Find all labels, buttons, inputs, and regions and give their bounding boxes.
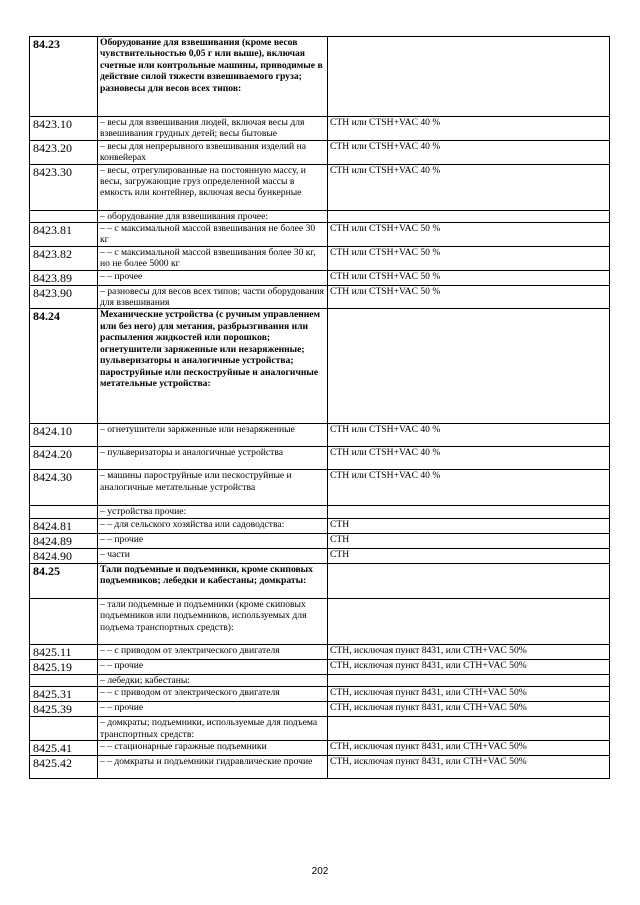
hs-code-cell: 8423.82 [30, 246, 98, 270]
hs-code-cell [30, 674, 98, 686]
origin-rule-cell: СТН [328, 548, 610, 563]
origin-rule-cell: СТН, исключая пункт 8431, или СТН+VAC 50% [328, 644, 610, 659]
origin-rule-cell: СТН или CTSH+VAC 40 % [328, 470, 610, 506]
origin-rule-cell [328, 309, 610, 424]
description-cell: Тали подъемные и подъемники, кроме скиповых подъемников; лебедки и кабестаны; домкраты: [98, 563, 328, 598]
description-cell: – – с максимальной массой взвешивания более 30 кг, но не более 5000 кг [98, 246, 328, 270]
hs-code-cell: 8423.20 [30, 140, 98, 164]
origin-rule-cell [328, 563, 610, 598]
document-page [29, 36, 609, 779]
description-cell: – части [98, 548, 328, 563]
description-cell: – пульверизаторы и аналогичные устройства [98, 447, 328, 470]
description-cell: – лебедки; кабестаны: [98, 674, 328, 686]
description-cell: Оборудование для взвешивания (кроме весов чувствительностью 0,05 г или выше), включая счетные или контрольные машины, приводимые в действие силой тяжести взвешиваемого груза; разновесы для весов всех типов: [98, 37, 328, 117]
hs-code-cell: 8424.20 [30, 447, 98, 470]
tariff-table [29, 36, 610, 779]
tariff-table-body [30, 37, 610, 779]
hs-code-cell: 8424.81 [30, 518, 98, 533]
hs-code-cell [30, 598, 98, 644]
origin-rule-cell: СТН, исключая пункт 8431, или СТН+VAC 50% [328, 756, 610, 779]
description-cell: – домкраты; подъемники, используемые для подъема транспортных средств: [98, 717, 328, 741]
description-cell: – весы для взвешивания людей, включая весы для взвешивания грудных детей; весы бытовые [98, 117, 328, 141]
table-row [30, 563, 610, 598]
origin-rule-cell: СТН, исключая пункт 8431, или СТН+VAC 50% [328, 659, 610, 674]
table-row [30, 756, 610, 779]
description-cell: Механические устройства (с ручным управлением или без него) для метания, разбрызгивания или распыления жидкостей или порошков; огнетушители заряженные или незаряженные; пульверизаторы и аналогичные устройства; пароструйные или пескоструйные и аналогичные метательные устройства: [98, 309, 328, 424]
origin-rule-cell: СТН, исключая пункт 8431, или СТН+VAC 50% [328, 687, 610, 702]
hs-code-cell: 8425.39 [30, 702, 98, 717]
table-row [30, 533, 610, 548]
table-row [30, 309, 610, 424]
table-row [30, 424, 610, 447]
origin-rule-cell: СТН или CTSH+VAC 50 % [328, 223, 610, 247]
hs-code-cell: 8423.10 [30, 117, 98, 141]
hs-code-cell: 8424.89 [30, 533, 98, 548]
hs-code-cell: 8424.90 [30, 548, 98, 563]
hs-code-cell: 8424.10 [30, 424, 98, 447]
hs-code-cell: 84.23 [30, 37, 98, 117]
hs-code-cell [30, 210, 98, 222]
description-cell: – – домкраты и подъемники гидравлические прочие [98, 756, 328, 779]
table-row [30, 470, 610, 506]
description-cell: – – прочие [98, 533, 328, 548]
hs-code-cell: 8423.90 [30, 285, 98, 309]
table-row [30, 117, 610, 141]
description-cell: – – с максимальной массой взвешивания не более 30 кг [98, 223, 328, 247]
origin-rule-cell [328, 210, 610, 222]
table-row [30, 246, 610, 270]
hs-code-cell: 8423.81 [30, 223, 98, 247]
table-row [30, 717, 610, 741]
description-cell: – – прочие [98, 659, 328, 674]
hs-code-cell: 8425.31 [30, 687, 98, 702]
origin-rule-cell: СТН [328, 533, 610, 548]
description-cell: – – с приводом от электрического двигателя [98, 687, 328, 702]
table-row [30, 164, 610, 210]
origin-rule-cell: СТН или CTSH+VAC 50 % [328, 270, 610, 285]
table-row [30, 506, 610, 518]
description-cell: – – с приводом от электрического двигателя [98, 644, 328, 659]
table-row [30, 548, 610, 563]
hs-code-cell: 8425.41 [30, 741, 98, 756]
table-row [30, 741, 610, 756]
hs-code-cell [30, 717, 98, 741]
table-row [30, 644, 610, 659]
origin-rule-cell: СТН, исключая пункт 8431, или СТН+VAC 50% [328, 741, 610, 756]
origin-rule-cell [328, 506, 610, 518]
hs-code-cell: 8425.11 [30, 644, 98, 659]
hs-code-cell: 84.25 [30, 563, 98, 598]
hs-code-cell: 8423.89 [30, 270, 98, 285]
hs-code-cell: 8423.30 [30, 164, 98, 210]
table-row [30, 223, 610, 247]
description-cell: – оборудование для взвешивания прочее: [98, 210, 328, 222]
hs-code-cell: 8425.19 [30, 659, 98, 674]
description-cell: – огнетушители заряженные или незаряженные [98, 424, 328, 447]
description-cell: – – для сельского хозяйства или садоводства: [98, 518, 328, 533]
description-cell: – – прочие [98, 702, 328, 717]
origin-rule-cell: СТН, исключая пункт 8431, или СТН+VAC 50% [328, 702, 610, 717]
page-number: 202 [311, 866, 329, 877]
table-row [30, 140, 610, 164]
hs-code-cell: 8425.42 [30, 756, 98, 779]
hs-code-cell: 8424.30 [30, 470, 98, 506]
table-row [30, 447, 610, 470]
hs-code-cell [30, 506, 98, 518]
origin-rule-cell: СТН [328, 518, 610, 533]
table-row [30, 210, 610, 222]
origin-rule-cell: СТН или CTSH+VAC 40 % [328, 117, 610, 141]
origin-rule-cell: СТН или CTSH+VAC 40 % [328, 164, 610, 210]
table-row [30, 598, 610, 644]
table-row [30, 659, 610, 674]
origin-rule-cell: СТН или CTSH+VAC 50 % [328, 246, 610, 270]
table-row [30, 702, 610, 717]
table-row [30, 37, 610, 117]
description-cell: – – стационарные гаражные подъемники [98, 741, 328, 756]
origin-rule-cell: СТН или CTSH+VAC 40 % [328, 140, 610, 164]
origin-rule-cell: СТН или CTSH+VAC 50 % [328, 285, 610, 309]
origin-rule-cell [328, 37, 610, 117]
description-cell: – тали подъемные и подъемники (кроме скиповых подъемников или подъемников, используемых для подъема транспортных средств): [98, 598, 328, 644]
description-cell: – весы, отрегулированные на постоянную массу, и весы, загружающие груз определенной массы в емкость или контейнер, включая весы бункерные [98, 164, 328, 210]
origin-rule-cell [328, 674, 610, 686]
table-row [30, 687, 610, 702]
table-row [30, 285, 610, 309]
origin-rule-cell [328, 598, 610, 644]
origin-rule-cell: СТН или CTSH+VAC 40 % [328, 447, 610, 470]
origin-rule-cell: СТН или CTSH+VAC 40 % [328, 424, 610, 447]
description-cell: – машины пароструйные или пескоструйные и аналогичные метательные устройства [98, 470, 328, 506]
description-cell: – – прочее [98, 270, 328, 285]
table-row [30, 270, 610, 285]
hs-code-cell: 84.24 [30, 309, 98, 424]
table-row [30, 674, 610, 686]
origin-rule-cell [328, 717, 610, 741]
description-cell: – весы для непрерывного взвешивания изделий на конвейерах [98, 140, 328, 164]
description-cell: – устройства прочие: [98, 506, 328, 518]
description-cell: – разновесы для весов всех типов; части оборудования для взвешивания [98, 285, 328, 309]
table-row [30, 518, 610, 533]
